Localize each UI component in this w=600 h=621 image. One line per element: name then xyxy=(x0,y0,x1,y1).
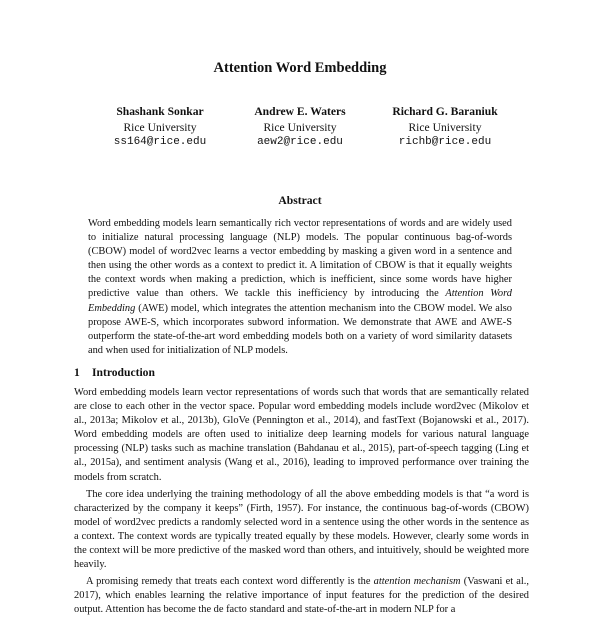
author-name: Richard G. Baraniuk xyxy=(392,105,498,118)
author-block xyxy=(220,104,380,151)
abstract-heading: Abstract xyxy=(278,194,322,207)
author-email: richb@rice.edu xyxy=(398,136,492,148)
author-block xyxy=(365,104,525,151)
paragraph: The core idea underlying the training methodology of all the above embedding models is that “a word is characterized by the company it keeps” (Firth, 1957). For instance, the continuous bag-of-words (CBOW) model of word2vec predicts a randomly selected word in a sentence using the other words in the sentence as a context. The context words are typically treated equally by these models. However, clearly some words in the context will be more predictive of the masked word than others, and intuitively, should be weighted more heavily. xyxy=(74,488,529,571)
paragraph: Word embedding models learn vector representations of words such that words that are semantically related are close to each other in the vector space. Popular word embedding models include word2vec (Mikolov et al., 2013a; Mikolov et al., 2013b), GloVe (Pennington et al., 2014), and fastText (Bojanowski et al., 2017). Word embedding models are often used to initialize deep learning models for various natural language processing (NLP) tasks such as machine translation (Bahdanau et al., 2015), part-of-speech tagging (Ling et al., 2015a), and sentiment analysis (Wang et al., 2016), leading to improved performance over training the models from scratch. xyxy=(74,387,529,483)
author-name: Shashank Sonkar xyxy=(116,105,204,118)
paragraph-part2: (Vaswani et al., 2017), which enables learning the relative importance of input features for the prediction of the desired output. Attention has become the de facto standard and state-of-the-art in modern NLP for a xyxy=(74,576,529,616)
section-title: Introduction xyxy=(92,366,155,379)
section-number: 1 xyxy=(74,366,80,379)
author-affiliation: Rice University xyxy=(408,120,482,134)
paper-title: Attention Word Embedding xyxy=(213,60,387,76)
abstract-part2: (AWE) model, which integrates the attention mechanism into the CBOW model. We also propose AWE-S, which incorporates subword information. We demonstrate that AWE and AWE-S outperform the state-of-the-art word embedding models both on a variety of word similarity datasets and when used for initialization of NLP models. xyxy=(88,302,512,356)
abstract-part1: Word embedding models learn semantically rich vector representations of words and are widely used to initialize natural processing language (NLP) models. The popular continuous bag-of-words (CBOW) model of word2vec learns a vector embedding by masking a given word in a sentence and then using the other words as a context to predict it. A limitation of CBOW is that it equally weights the context words when making a prediction, which is inefficient, since some words have higher predictive value than others. We tackle this inefficiency by introducing the xyxy=(88,218,512,300)
abstract-text xyxy=(88,217,512,358)
section-heading xyxy=(74,366,534,379)
author-email: ss164@rice.edu xyxy=(113,136,207,148)
paragraph xyxy=(74,575,529,617)
paragraph-italic-term: attention mechanism xyxy=(373,576,461,588)
author-affiliation: Rice University xyxy=(263,120,337,134)
author-block xyxy=(80,104,240,151)
section-body xyxy=(74,386,529,621)
abstract-model-name: Attention Word Embedding xyxy=(88,288,512,314)
paragraph-part1: A promising remedy that treats each context word differently is the xyxy=(86,576,374,588)
author-name: Andrew E. Waters xyxy=(254,105,346,118)
author-email: aew2@rice.edu xyxy=(257,136,343,148)
author-affiliation: Rice University xyxy=(123,120,197,134)
